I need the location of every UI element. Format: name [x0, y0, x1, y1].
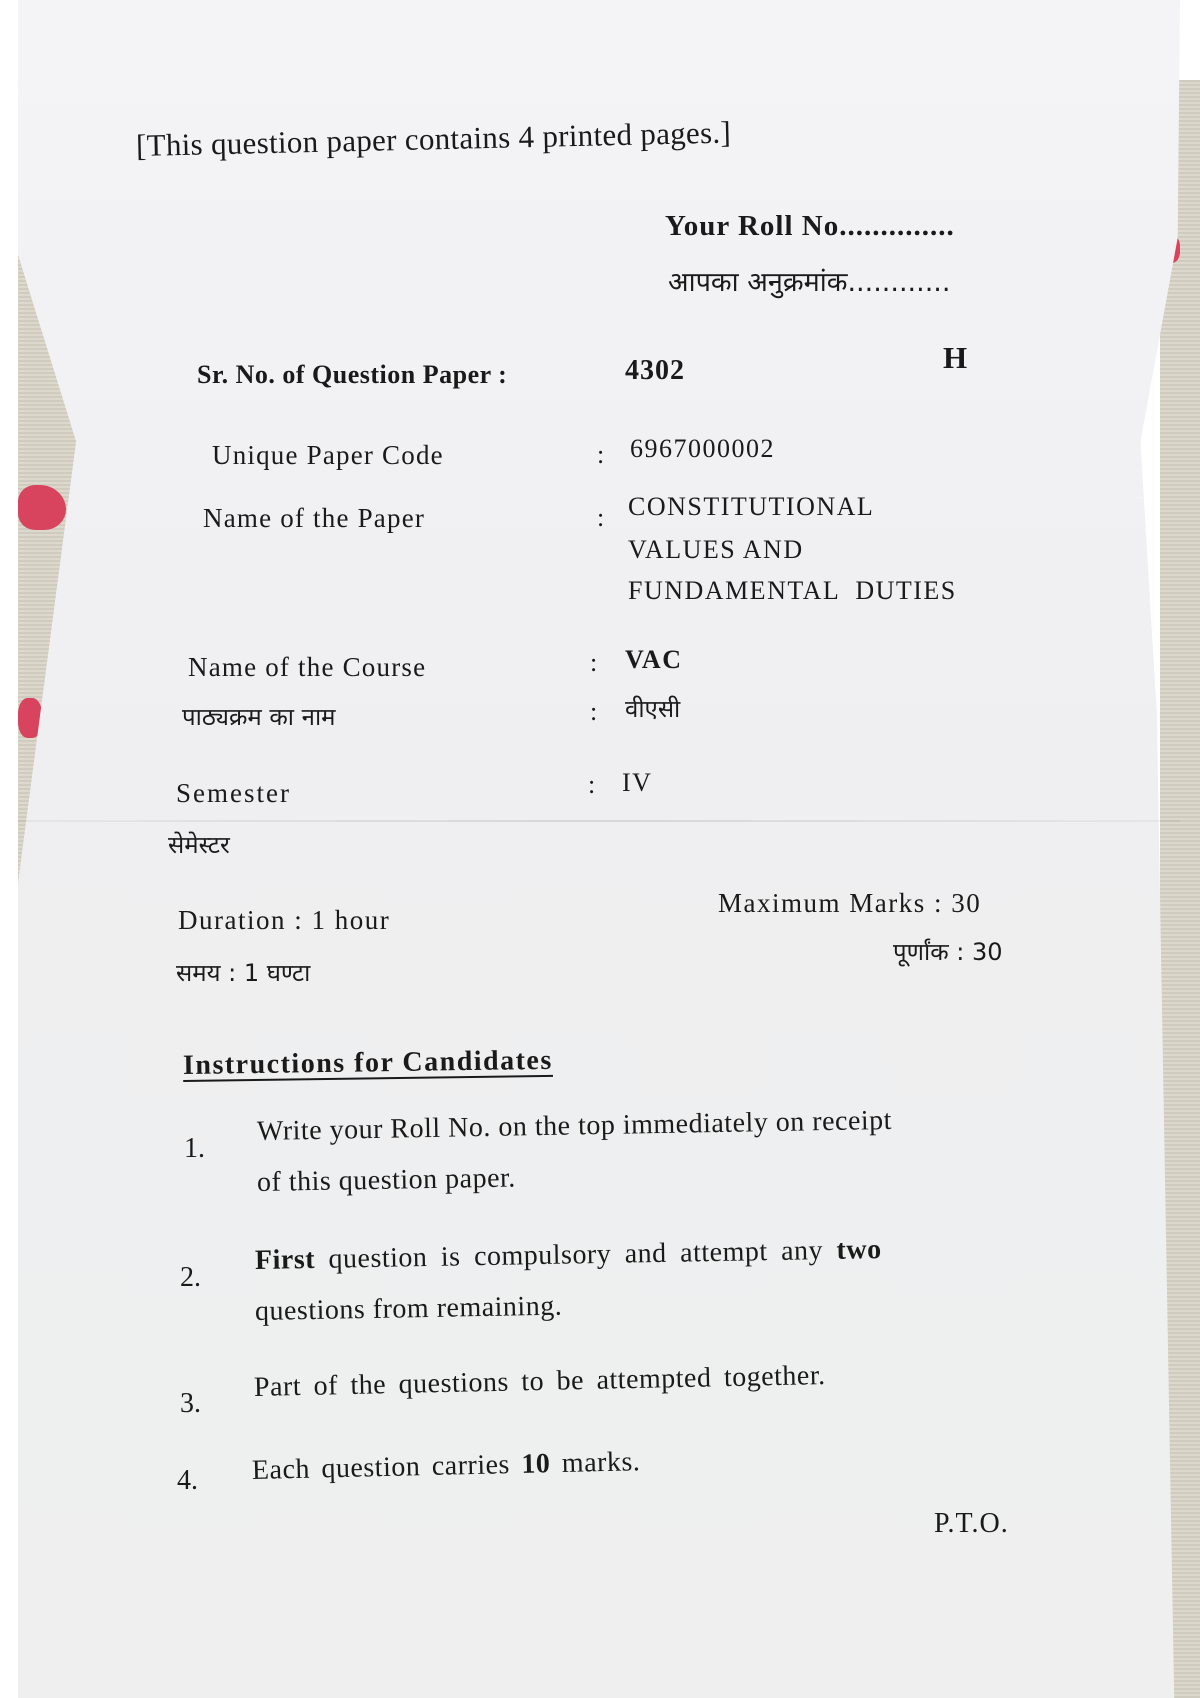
duration-en: Duration : 1 hour: [178, 905, 391, 935]
paper-name-line-1: CONSTITUTIONAL: [628, 492, 875, 521]
duration-hi: समय : 1 घण्टा: [176, 959, 311, 987]
unique-paper-code-value: 6967000002: [630, 434, 775, 463]
instruction-text-span: Each question carries: [251, 1448, 522, 1486]
instruction-text-span: question is compulsory and attempt any: [314, 1234, 837, 1275]
instruction-text-span: marks.: [550, 1446, 641, 1480]
course-name-label-en: Name of the Course: [188, 652, 427, 682]
instruction-number: 1.: [184, 1133, 205, 1164]
instructions-heading: Instructions for Candidates: [182, 1044, 553, 1081]
paper-name-label: Name of the Paper: [203, 503, 426, 533]
serial-number-label: Sr. No. of Question Paper :: [197, 360, 508, 389]
instruction-text-line: questions from remaining.: [254, 1290, 563, 1327]
emphasis-text: 10: [521, 1448, 551, 1480]
course-name-label-hi: पाठ्यक्रम का नाम: [182, 703, 336, 731]
colon-separator: :: [597, 503, 605, 532]
roll-number-field-en: Your Roll No..............: [665, 210, 955, 242]
paper-name-line-3: FUNDAMENTAL DUTIES: [628, 576, 957, 605]
instruction-number: 2.: [180, 1262, 201, 1293]
instruction-number: 3.: [180, 1388, 201, 1419]
course-name-value-en: VAC: [625, 645, 683, 674]
colon-separator: :: [597, 440, 605, 469]
roll-number-field-hi: आपका अनुक्रमांक............: [668, 267, 951, 298]
instruction-number: 4.: [177, 1465, 198, 1496]
colon-separator: :: [590, 697, 598, 726]
semester-label-hi: सेमेस्टर: [168, 831, 230, 859]
max-marks-en: Maximum Marks : 30: [718, 888, 982, 918]
semester-value: IV: [622, 768, 653, 797]
please-turn-over: P.T.O.: [934, 1508, 1009, 1539]
paper-set-letter: H: [943, 340, 968, 375]
instruction-text-line: Write your Roll No. on the top immediately on receipt: [256, 1104, 893, 1147]
unique-paper-code-label: Unique Paper Code: [212, 440, 444, 470]
emphasis-text: First: [254, 1243, 316, 1276]
paper-name-line-2: VALUES AND: [628, 535, 804, 564]
page-count-note: [This question paper contains 4 printed pages.]: [135, 114, 732, 163]
colon-separator: :: [588, 770, 596, 799]
instruction-text-line: [255, 1234, 882, 1277]
emphasis-text: two: [836, 1234, 882, 1266]
course-name-value-hi: वीएसी: [625, 695, 681, 723]
semester-label-en: Semester: [176, 778, 291, 808]
instruction-text-line: [252, 1446, 641, 1487]
colon-separator: :: [590, 648, 598, 677]
serial-number-value: 4302: [625, 355, 685, 386]
max-marks-hi: पूर्णांक : 30: [893, 938, 1003, 966]
instruction-text-line: of this question paper.: [256, 1162, 517, 1198]
instruction-text-line: Part of the questions to be attempted together.: [253, 1360, 826, 1403]
